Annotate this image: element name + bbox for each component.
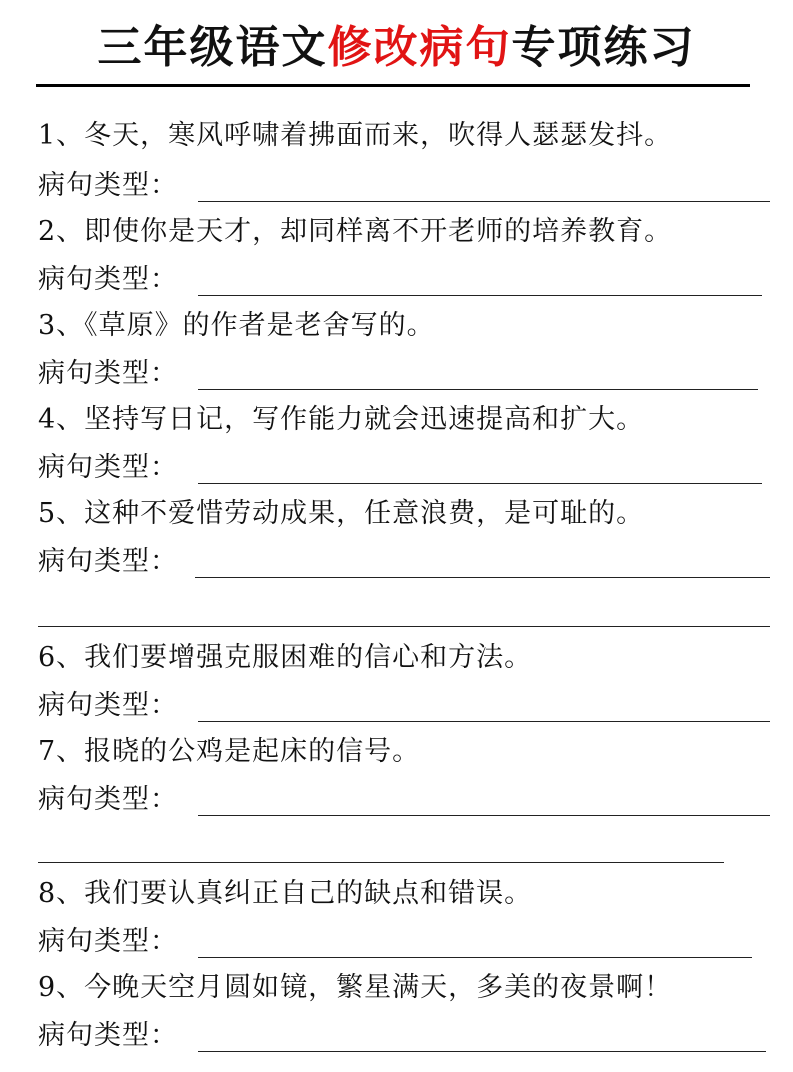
- question-3-answer-line[interactable]: [198, 389, 758, 390]
- question-5: 5、这种不爱惜劳动成果，任意浪费，是可耻的。: [38, 498, 645, 529]
- question-8: 8、我们要认真纠正自己的缺点和错误。: [38, 878, 533, 909]
- question-7-type-label: 病句类型：: [38, 784, 178, 815]
- question-7-extra-line[interactable]: [38, 862, 724, 863]
- question-1: 1、冬天，寒风呼啸着拂面而来，吹得人瑟瑟发抖。: [38, 120, 673, 151]
- question-4-type-label: 病句类型：: [38, 452, 178, 483]
- question-2-type-label: 病句类型：: [38, 264, 178, 295]
- question-5-type-label: 病句类型：: [38, 546, 178, 577]
- question-1-answer-line[interactable]: [198, 201, 770, 202]
- question-8-type-label: 病句类型：: [38, 926, 178, 957]
- question-4-answer-line[interactable]: [198, 483, 762, 484]
- title-part-3: 专项练习: [511, 22, 696, 73]
- question-5-extra-line[interactable]: [38, 626, 770, 627]
- title-part-1: 三年级语文: [97, 22, 328, 73]
- question-7: 7、报晓的公鸡是起床的信号。: [38, 736, 421, 767]
- question-9: 9、今晚天空月圆如镜，繁星满天，多美的夜景啊！: [38, 972, 673, 1003]
- question-7-answer-line[interactable]: [198, 815, 770, 816]
- question-5-answer-line[interactable]: [195, 577, 770, 578]
- question-6-answer-line[interactable]: [198, 721, 770, 722]
- question-4: 4、坚持写日记，写作能力就会迅速提高和扩大。: [38, 404, 645, 435]
- question-3-type-label: 病句类型：: [38, 358, 178, 389]
- question-2: 2、即使你是天才，却同样离不开老师的培养教育。: [38, 216, 673, 247]
- question-9-answer-line[interactable]: [198, 1051, 766, 1052]
- question-1-type-label: 病句类型：: [38, 170, 178, 201]
- title-highlight: 修改病句: [327, 22, 512, 73]
- page-title: [0, 20, 793, 76]
- question-9-type-label: 病句类型：: [38, 1020, 178, 1051]
- question-3: 3、《草原》的作者是老舍写的。: [38, 310, 435, 341]
- title-underline: [36, 84, 750, 87]
- question-2-answer-line[interactable]: [198, 295, 762, 296]
- question-6-type-label: 病句类型：: [38, 690, 178, 721]
- question-6: 6、我们要增强克服困难的信心和方法。: [38, 642, 533, 673]
- question-8-answer-line[interactable]: [198, 957, 752, 958]
